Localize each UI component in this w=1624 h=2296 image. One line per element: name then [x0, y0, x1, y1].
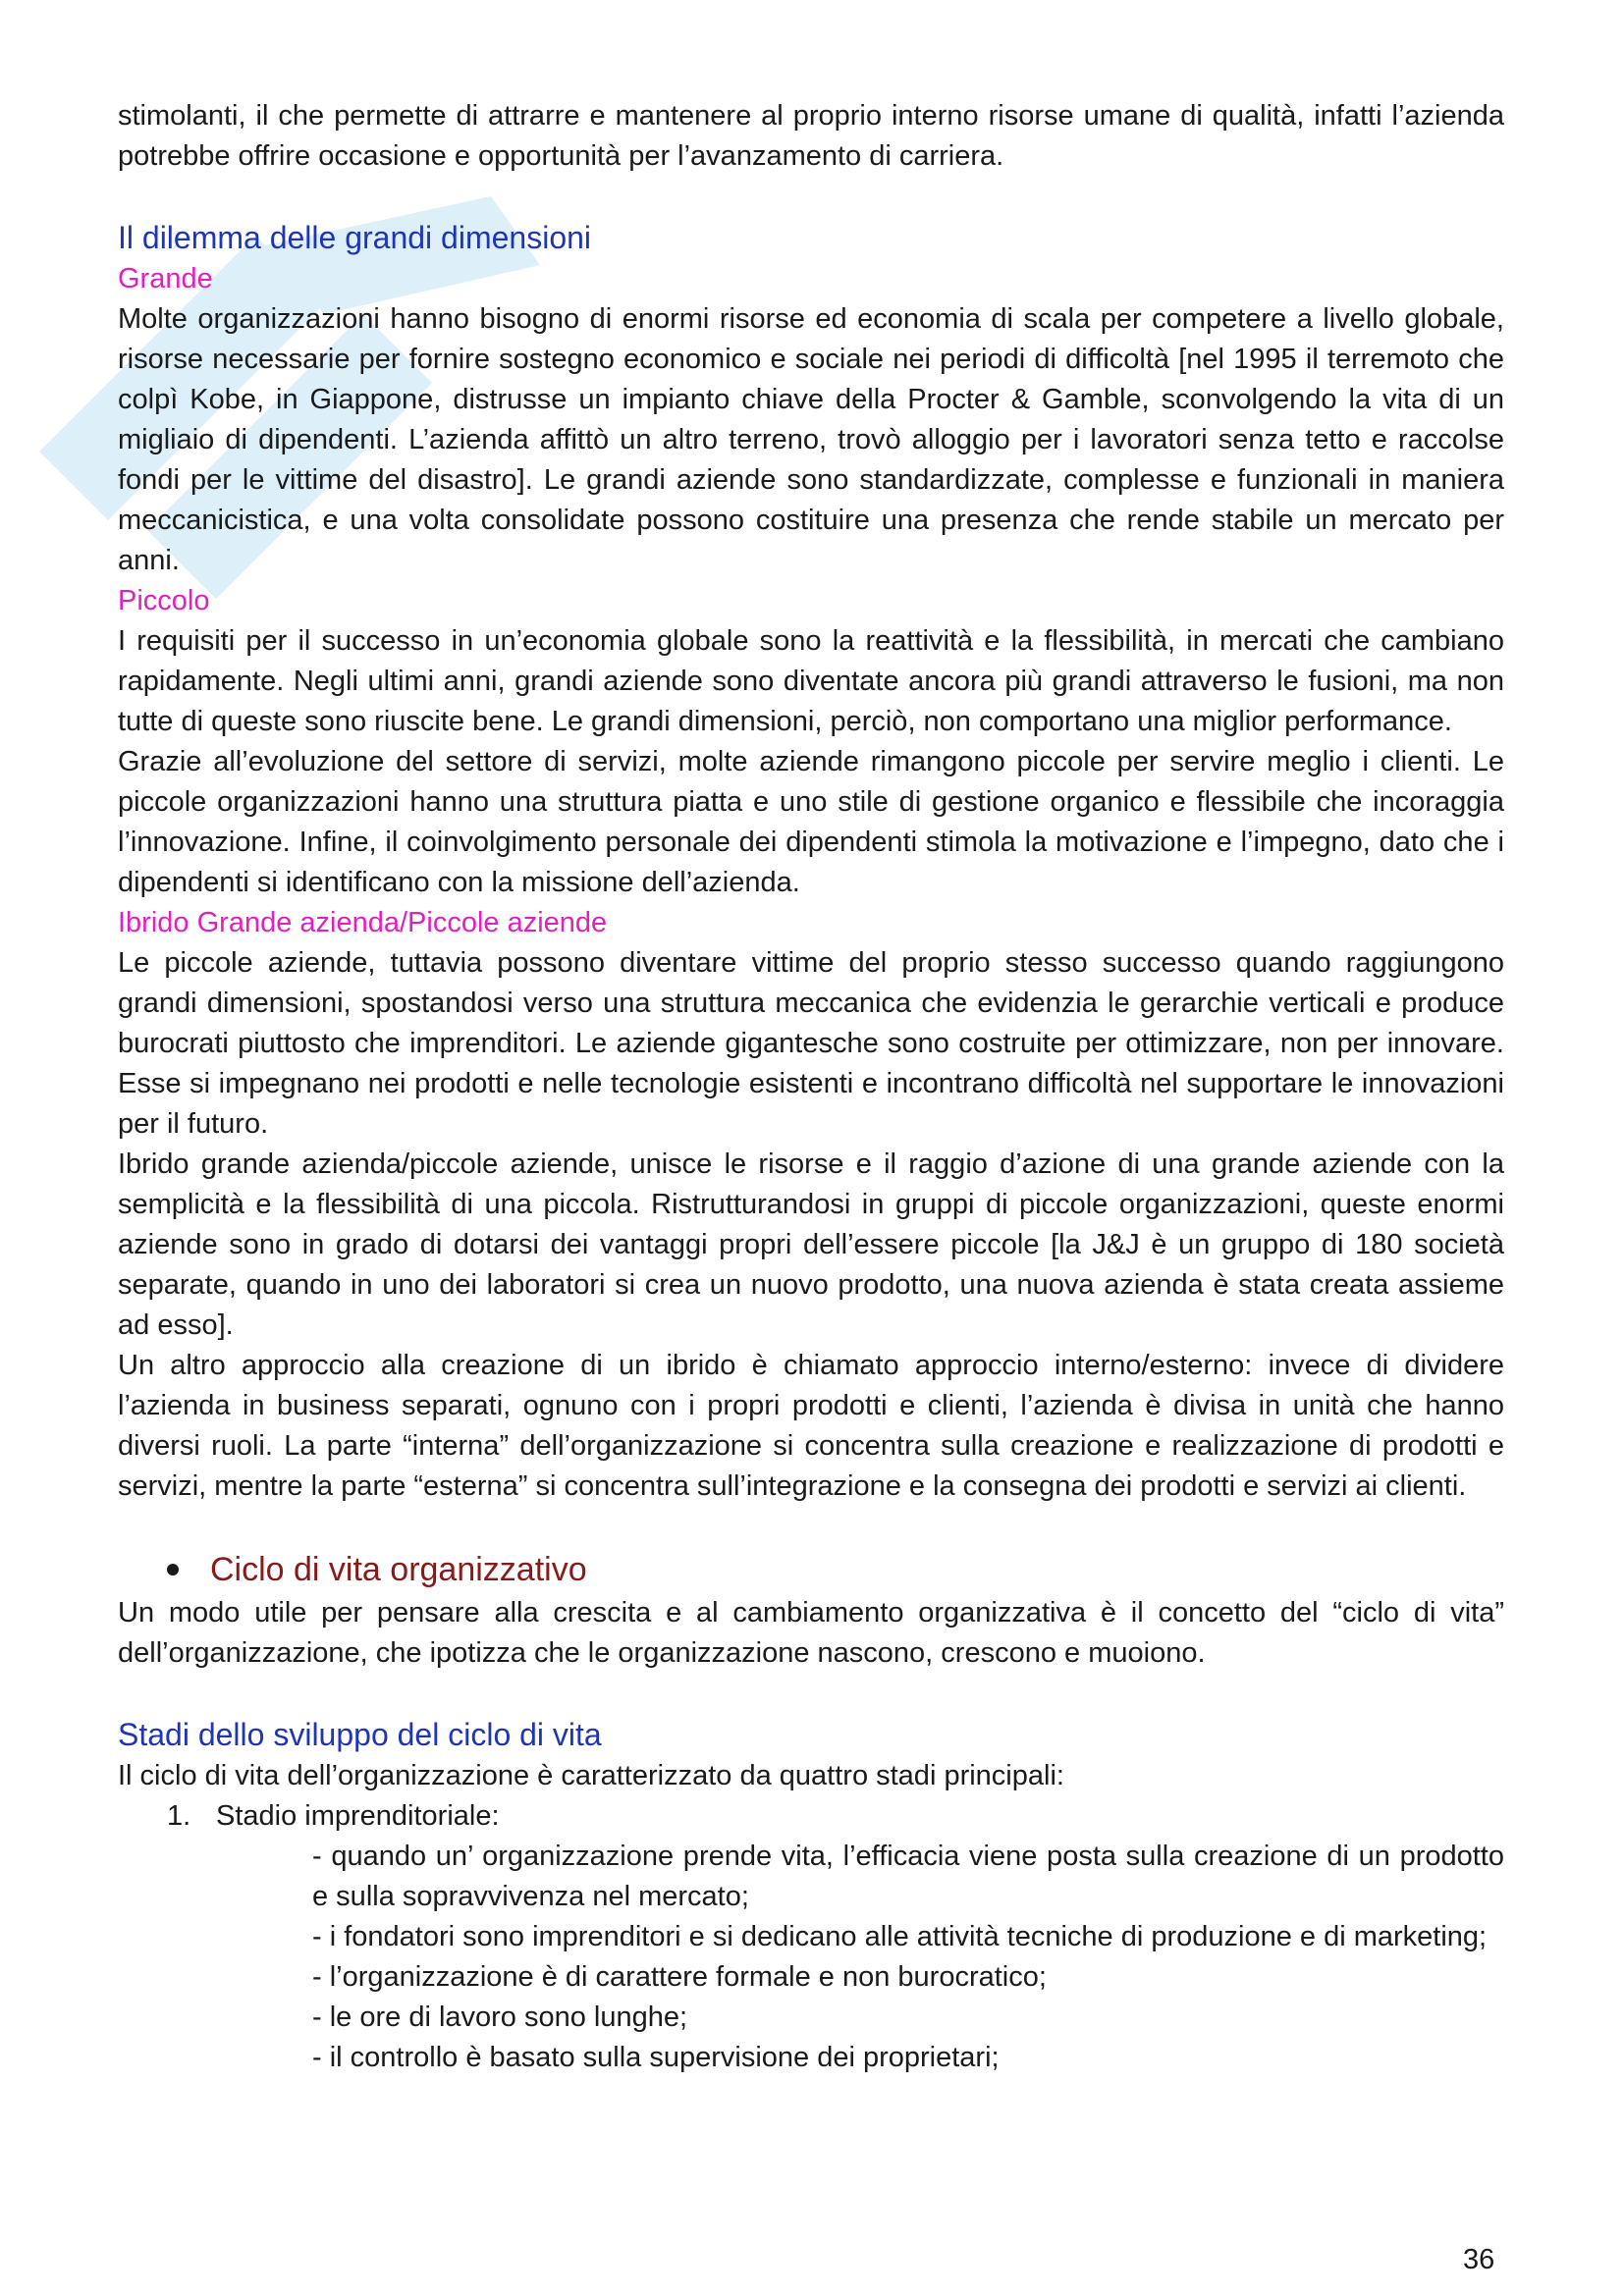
list-number: 1. [167, 1800, 191, 1832]
page-number: 36 [1463, 2244, 1495, 2275]
ibrido-paragraph-2: Ibrido grande azienda/piccole aziende, unisce le risorse e il raggio d’azione di una grande aziende con la semplicità e la flessibilità di una piccola. Ristrutturandosi in gruppi di piccole organizzazioni, queste enormi aziende sono in grado di dotarsi dei vantaggi propri dell’essere piccole [la J&J è un gruppo di 180 società separate, quando in uno dei laboratori si crea un nuovo prodotto, una nuova azienda è stata creata assieme ad esso]. [118, 1148, 1504, 1341]
ciclo-paragraph: Un modo utile per pensare alla crescita e al cambiamento organizzativa è il concetto del “ciclo di vita” dell’organizzazione, che ipotizza che le organizzazione nascono, crescono e muoiono. [118, 1597, 1504, 1669]
intro-paragraph: stimolanti, il che permette di attrarre e mantenere al proprio interno risorse umane di qualità, infatti l’azienda potrebbe offrire occasione e opportunità per l’avanzamento di carriera. [118, 100, 1504, 172]
heading-ciclo [118, 1546, 1504, 1593]
bullet-icon [167, 1564, 179, 1575]
heading-stadi: Stadi dello sviluppo del ciclo di vita [118, 1717, 602, 1752]
stadi-paragraph: Il ciclo di vita dell’organizzazione è caratterizzato da quattro stadi principali: [118, 1760, 1064, 1791]
list-label: Stadio imprenditoriale: [216, 1800, 500, 1832]
sub-item: - le ore di lavoro sono lunghe; [312, 2002, 688, 2033]
piccolo-paragraph-2: Grazie all’evoluzione del settore di servizi, molte aziende rimangono piccole per servire meglio i clienti. Le piccole organizzazioni hanno una struttura piatta e uno stile di gestione organico e flessibile che incoraggia l’innovazione. Infine, il coinvolgimento personale dei dipendenti stimola la motivazione e l’impegno, dato che i dipendenti si identificano con la missione dell’azienda. [118, 746, 1504, 898]
piccolo-paragraph-1: I requisiti per il successo in un’economia globale sono la reattività e la flessibilità, in mercati che cambiano rapidamente. Negli ultimi anni, grandi aziende sono diventate ancora più grandi attraverso le fusioni, ma non tutte di queste sono riuscite bene. Le grandi dimensioni, perciò, non comportano una miglior performance. [118, 625, 1504, 737]
page-content [118, 96, 1504, 2078]
heading-ciclo-text: Ciclo di vita organizzativo [210, 1551, 587, 1588]
sub-item: - il controllo è basato sulla supervisione dei proprietari; [312, 2042, 1000, 2073]
subheading-piccolo: Piccolo [118, 585, 210, 616]
ibrido-paragraph-3: Un altro approccio alla creazione di un ibrido è chiamato approccio interno/esterno: invece di dividere l’azienda in business separati, ognuno con i propri prodotti e clienti, l’azienda è divisa in unità che hanno diversi ruoli. La parte “interna” dell’organizzazione si concentra sulla creazione e realizzazione di prodotti e servizi, mentre la parte “esterna” si concentra sull’integrazione e la consegna dei prodotti e servizi ai clienti. [118, 1350, 1504, 1502]
sub-item: - l’organizzazione è di carattere formale e non burocratico; [312, 1961, 1047, 1993]
grande-paragraph: Molte organizzazioni hanno bisogno di enormi risorse ed economia di scala per competere a livello globale, risorse necessarie per fornire sostegno economico e sociale nei periodi di difficoltà [nel 1995 il terremoto che colpì Kobe, in Giappone, distrusse un impianto chiave della Procter & Gamble, sconvolgendo la vita di un migliaio di dipendenti. L’azienda affittò un altro terreno, trovò alloggio per i lavoratori senza tetto e raccolse fondi per le vittime del disastro]. Le grandi aziende sono standardizzate, complesse e funzionali in maniera meccanicistica, e una volta consolidate possono costituire una presenza che rende stabile un mercato per anni. [118, 303, 1504, 576]
sub-item: - quando un’ organizzazione prende vita, l’efficacia viene posta sulla creazione di un prodotto e sulla sopravvivenza nel mercato; [312, 1841, 1504, 1912]
heading-dilemma: Il dilemma delle grandi dimensioni [118, 220, 592, 255]
list-item [118, 1796, 1504, 1837]
sub-item: - i fondatori sono imprenditori e si dedicano alle attività tecniche di produzione e di marketing; [312, 1921, 1488, 1952]
subheading-grande: Grande [118, 263, 213, 294]
ibrido-paragraph-1: Le piccole aziende, tuttavia possono diventare vittime del proprio stesso successo quando raggiungono grandi dimensioni, spostandosi verso una struttura meccanica che evidenzia le gerarchie verticali e produce burocrati piuttosto che imprenditori. Le aziende gigantesche sono costruite per ottimizzare, non per innovare. Esse si impegnano nei prodotti e nelle tecnologie esistenti e incontrano difficoltà nel supportare le innovazioni per il futuro. [118, 947, 1504, 1140]
subheading-ibrido: Ibrido Grande azienda/Piccole aziende [118, 907, 608, 938]
